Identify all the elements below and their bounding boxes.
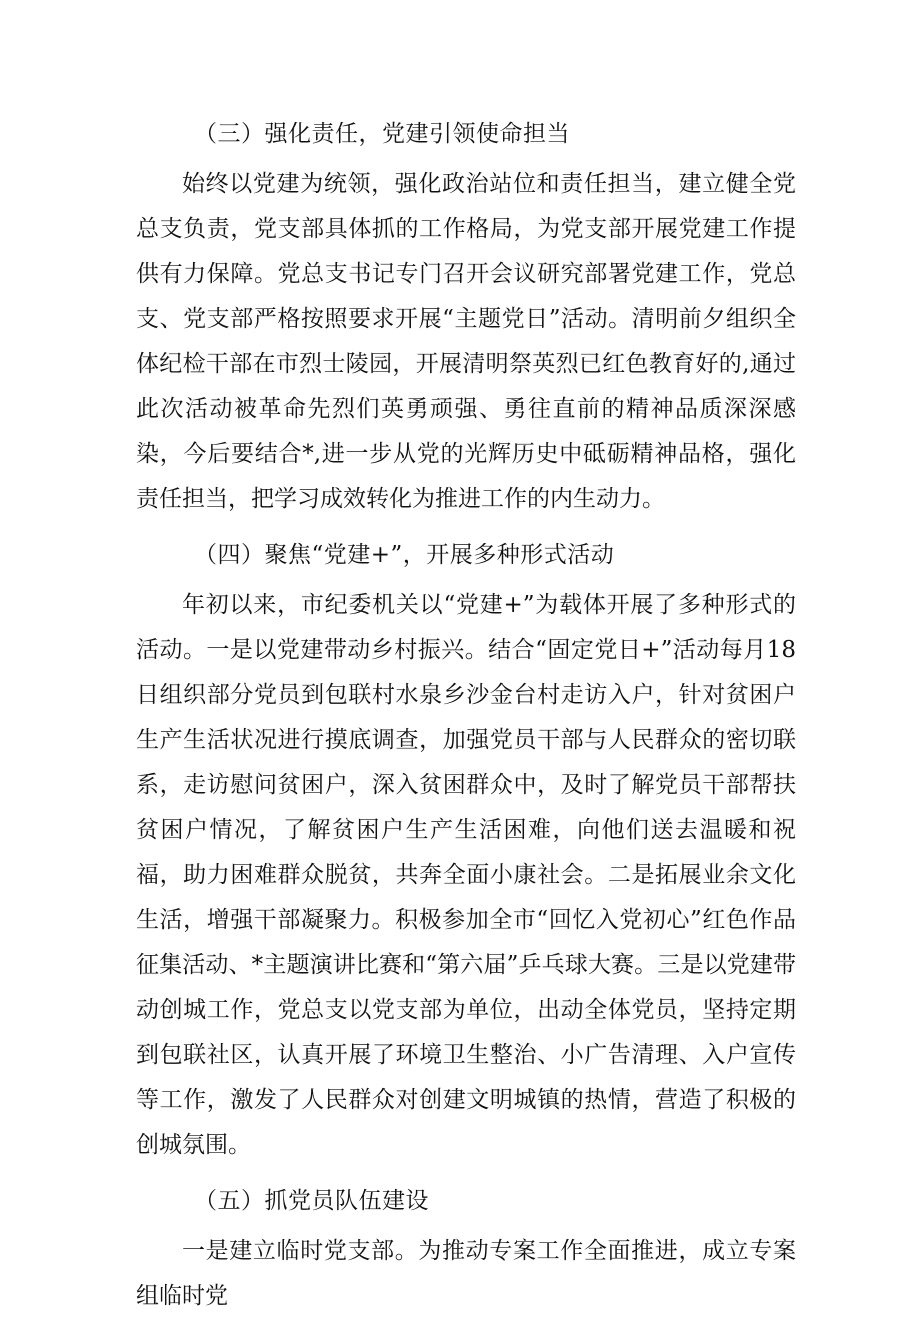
section-paragraph: 年初以来，市纪委机关以“党建+”为载体开展了多种形式的活动。一是以党建带动乡村振兴。结合“固定党日+”活动每月18日组织部分党员到包联村水泉乡沙金台村走访入户，针对贫困户生产生活状况进行摸底调查，加强党员干部与人民群众的密切联系，走访慰问贫困户，深入贫困群众中，及时了解党员干部帮扶贫困户情况，了解贫困户生产生活困难，向他们送去温暖和祝福，助力困难群众脱贫，共奔全面小康社会。二是拓展业余文化生活，增强干部凝聚力。积极参加全市“回忆入党初心”红色作品征集活动、*主题演讲比赛和“第六届”乒乓球大赛。三是以党建带动创城工作，党总支以党支部为单位，出动全体党员，坚持定期到包联社区，认真开展了环境卫生整治、小广告清理、入户宣传等工作，激发了人民群众对创建文明城镇的热情，营造了积极的创城氛围。 <box>136 592 796 1158</box>
section-paragraph: 一是建立临时党支部。为推动专案工作全面推进，成立专案组临时党 <box>136 1238 796 1309</box>
section-paragraph: 始终以党建为统领，强化政治站位和责任担当，建立健全党总支负责，党支部具体抓的工作格局，为党支部开展党建工作提供有力保障。党总支书记专门召开会议研究部署党建工作，党总支、党支部严格按照要求开展“主题党日”活动。清明前夕组织全体纪检干部在市烈士陵园，开展清明祭英烈已红色教育好的,通过此次活动被革命先烈们英勇顽强、勇往直前的精神品质深深感染，今后要结合*,进一步从党的光辉历史中砥砺精神品格，强化责任担当，把学习成效转化为推进工作的内生动力。 <box>136 171 796 512</box>
section-heading: （三）强化责任，党建引领使命担当 <box>194 121 570 147</box>
section-heading: （四）聚焦“党建+”，开展多种形式活动 <box>194 542 615 568</box>
section-heading: （五）抓党员队伍建设 <box>194 1188 429 1214</box>
document-body <box>136 113 796 1319</box>
